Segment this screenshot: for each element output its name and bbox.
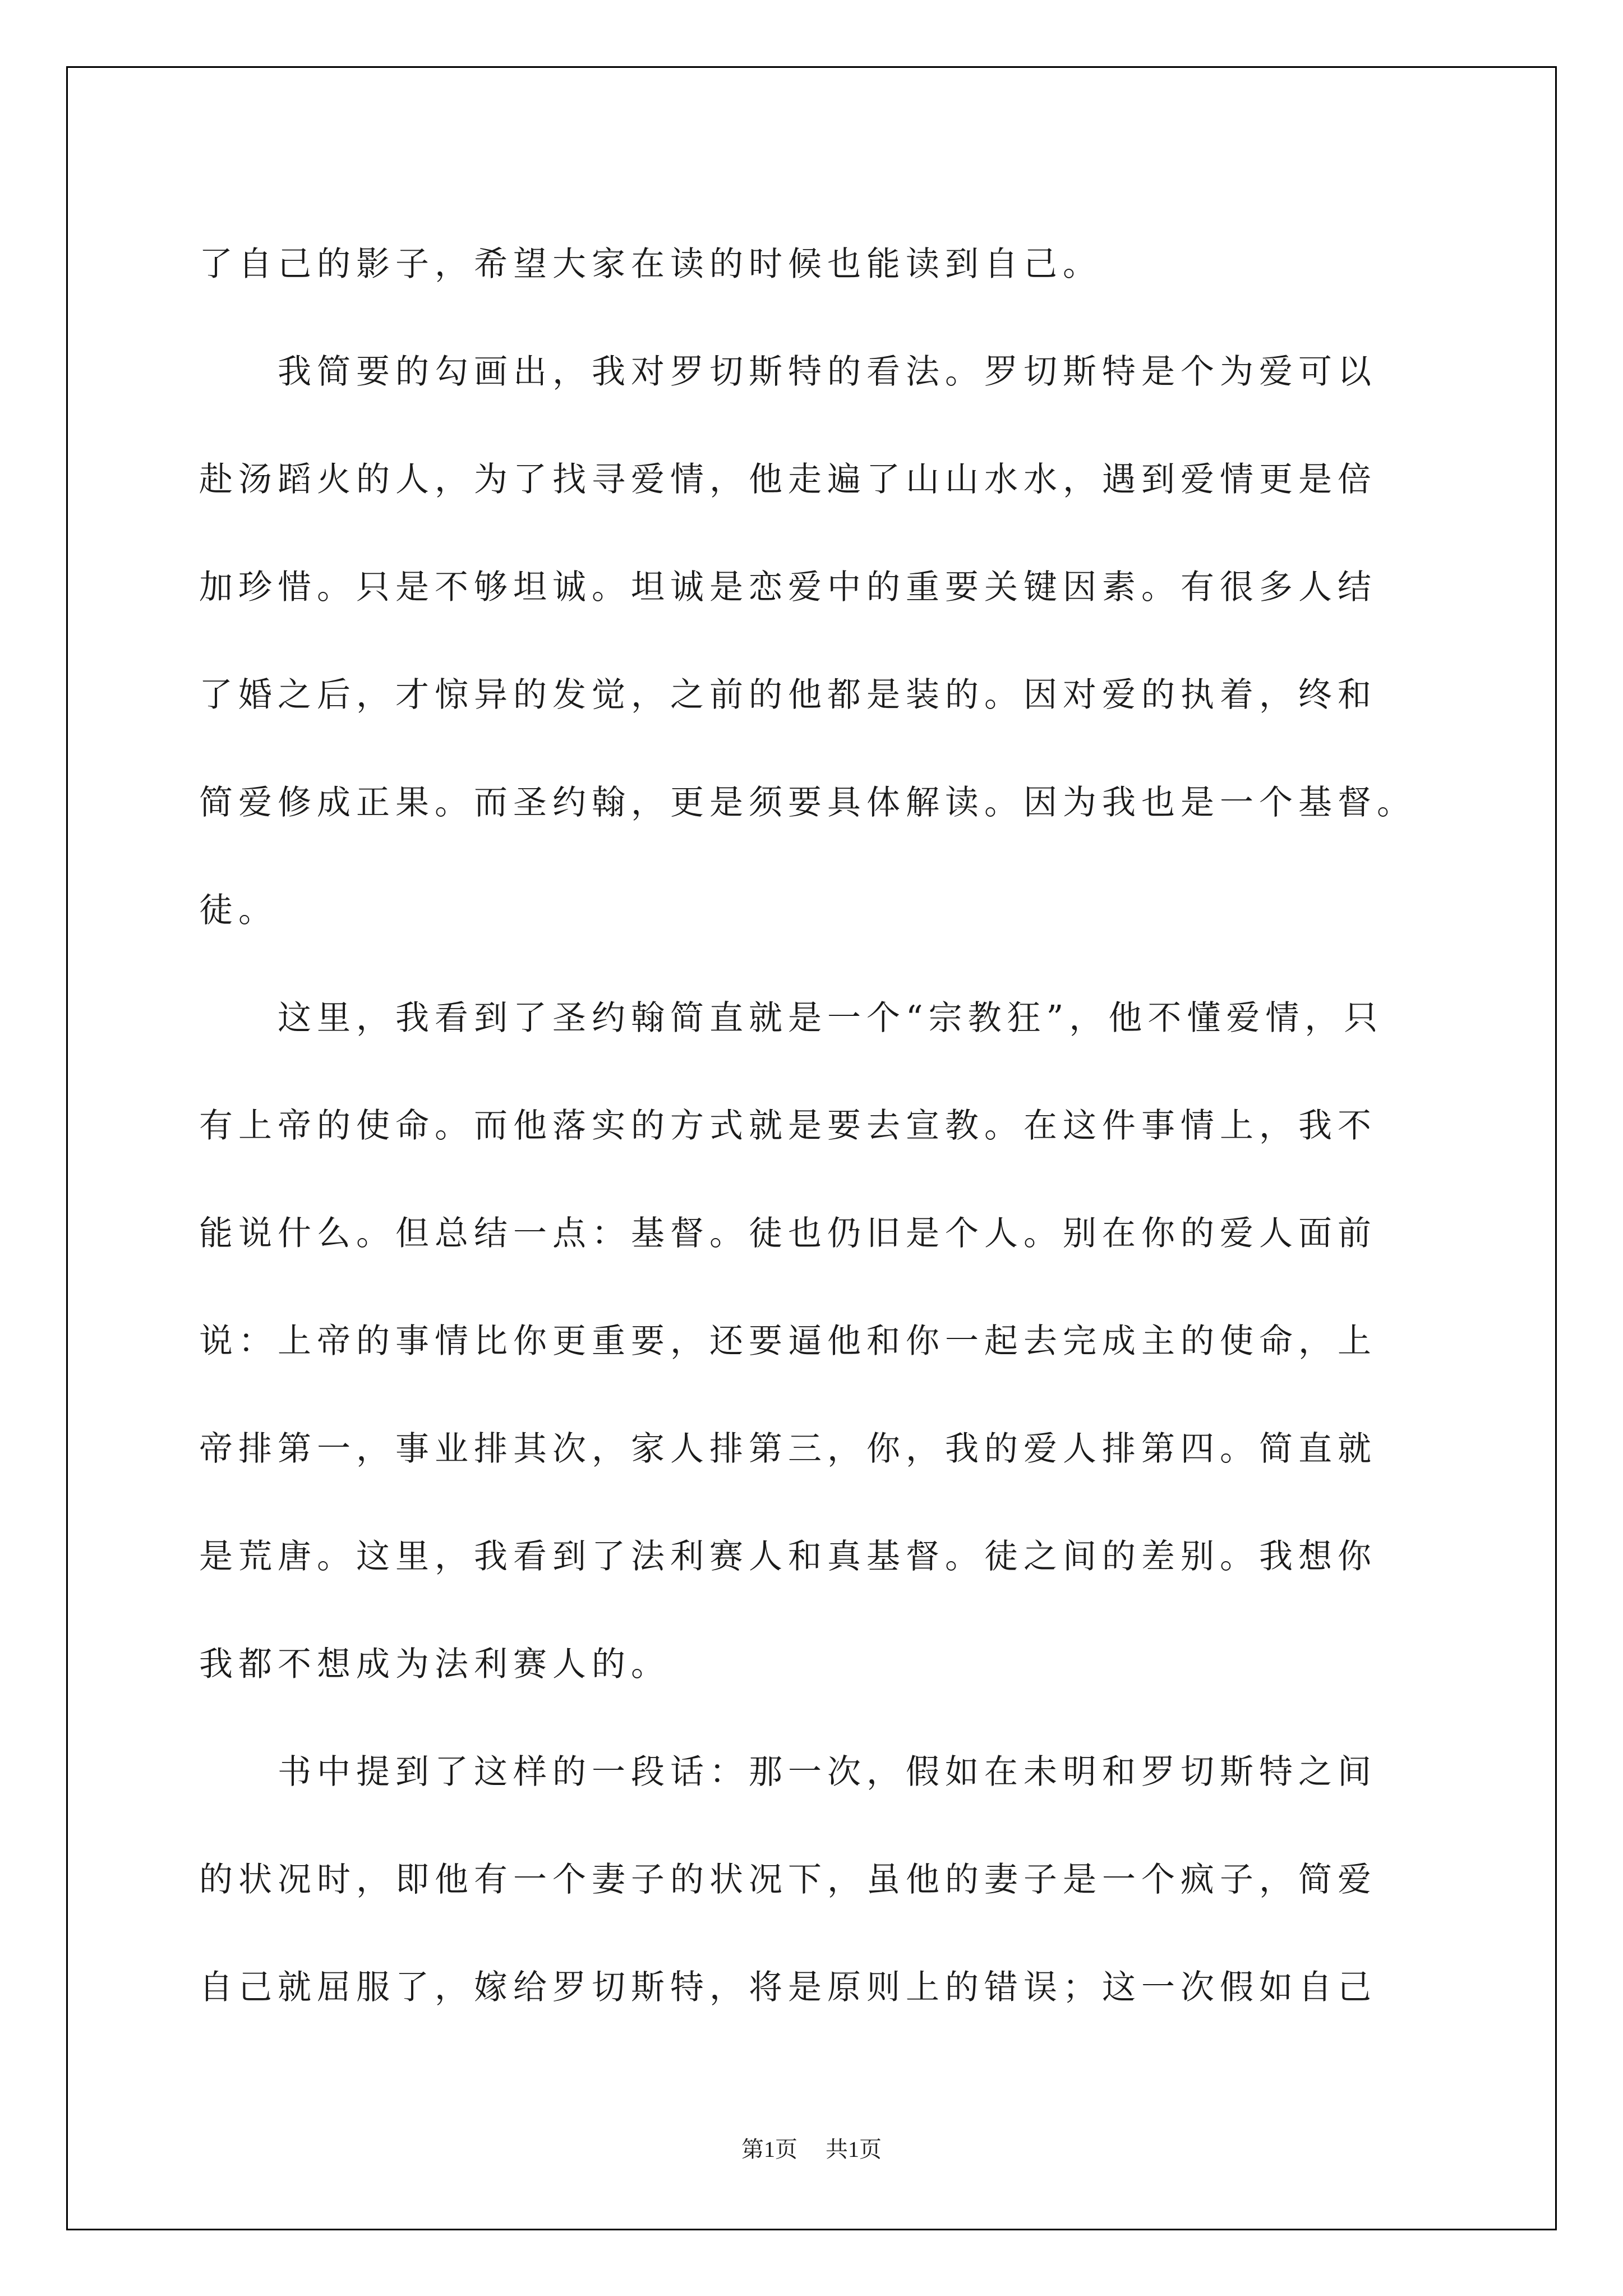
page-number-total: 共1页 bbox=[826, 2137, 882, 2162]
paragraph-start-line: 我简要的勾画出，我对罗切斯特的看法。罗切斯特是个为爱可以 bbox=[278, 352, 1377, 392]
text-line: 了自己的影子，希望大家在读的时候也能读到自己。 bbox=[199, 245, 1102, 284]
text-line: 徒。 bbox=[199, 891, 278, 930]
text-line: 有上帝的使命。而他落实的方式就是要去宣教。在这件事情上，我不 bbox=[199, 1106, 1377, 1145]
text-line: 简爱修成正果。而圣约翰，更是须要具体解读。因为我也是一个基督。 bbox=[199, 783, 1416, 822]
text-line: 加珍惜。只是不够坦诚。坦诚是恋爱中的重要关键因素。有很多人结 bbox=[199, 568, 1377, 607]
page-footer bbox=[0, 2132, 1623, 2164]
paragraph-start-line: 这里，我看到了圣约翰简直就是一个“宗教狂”，他不懂爱情，只 bbox=[278, 999, 1384, 1038]
text-line: 说：上帝的事情比你更重要，还要逼他和你一起去完成主的使命，上 bbox=[199, 1322, 1377, 1361]
text-line: 是荒唐。这里，我看到了法利赛人和真基督。徒之间的差别。我想你 bbox=[199, 1537, 1377, 1576]
text-line: 了婚之后，才惊异的发觉，之前的他都是装的。因对爱的执着，终和 bbox=[199, 675, 1377, 715]
paragraph-start-line: 书中提到了这样的一段话：那一次，假如在未明和罗切斯特之间 bbox=[278, 1752, 1377, 1792]
document-body bbox=[199, 210, 1467, 2041]
text-line: 帝排第一，事业排其次，家人排第三，你，我的爱人排第四。简直就 bbox=[199, 1429, 1377, 1469]
text-line: 赴汤蹈火的人，为了找寻爱情，他走遍了山山水水，遇到爱情更是倍 bbox=[199, 460, 1377, 499]
text-line: 我都不想成为法利赛人的。 bbox=[199, 1645, 670, 1684]
text-line: 能说什么。但总结一点：基督。徒也仍旧是个人。别在你的爱人面前 bbox=[199, 1214, 1377, 1253]
text-line: 的状况时，即他有一个妻子的状况下，虽他的妻子是一个疯子，简爱 bbox=[199, 1860, 1377, 1899]
page-number-current: 第1页 bbox=[741, 2137, 797, 2162]
text-line: 自己就屈服了，嫁给罗切斯特，将是原则上的错误；这一次假如自己 bbox=[199, 1968, 1377, 2007]
